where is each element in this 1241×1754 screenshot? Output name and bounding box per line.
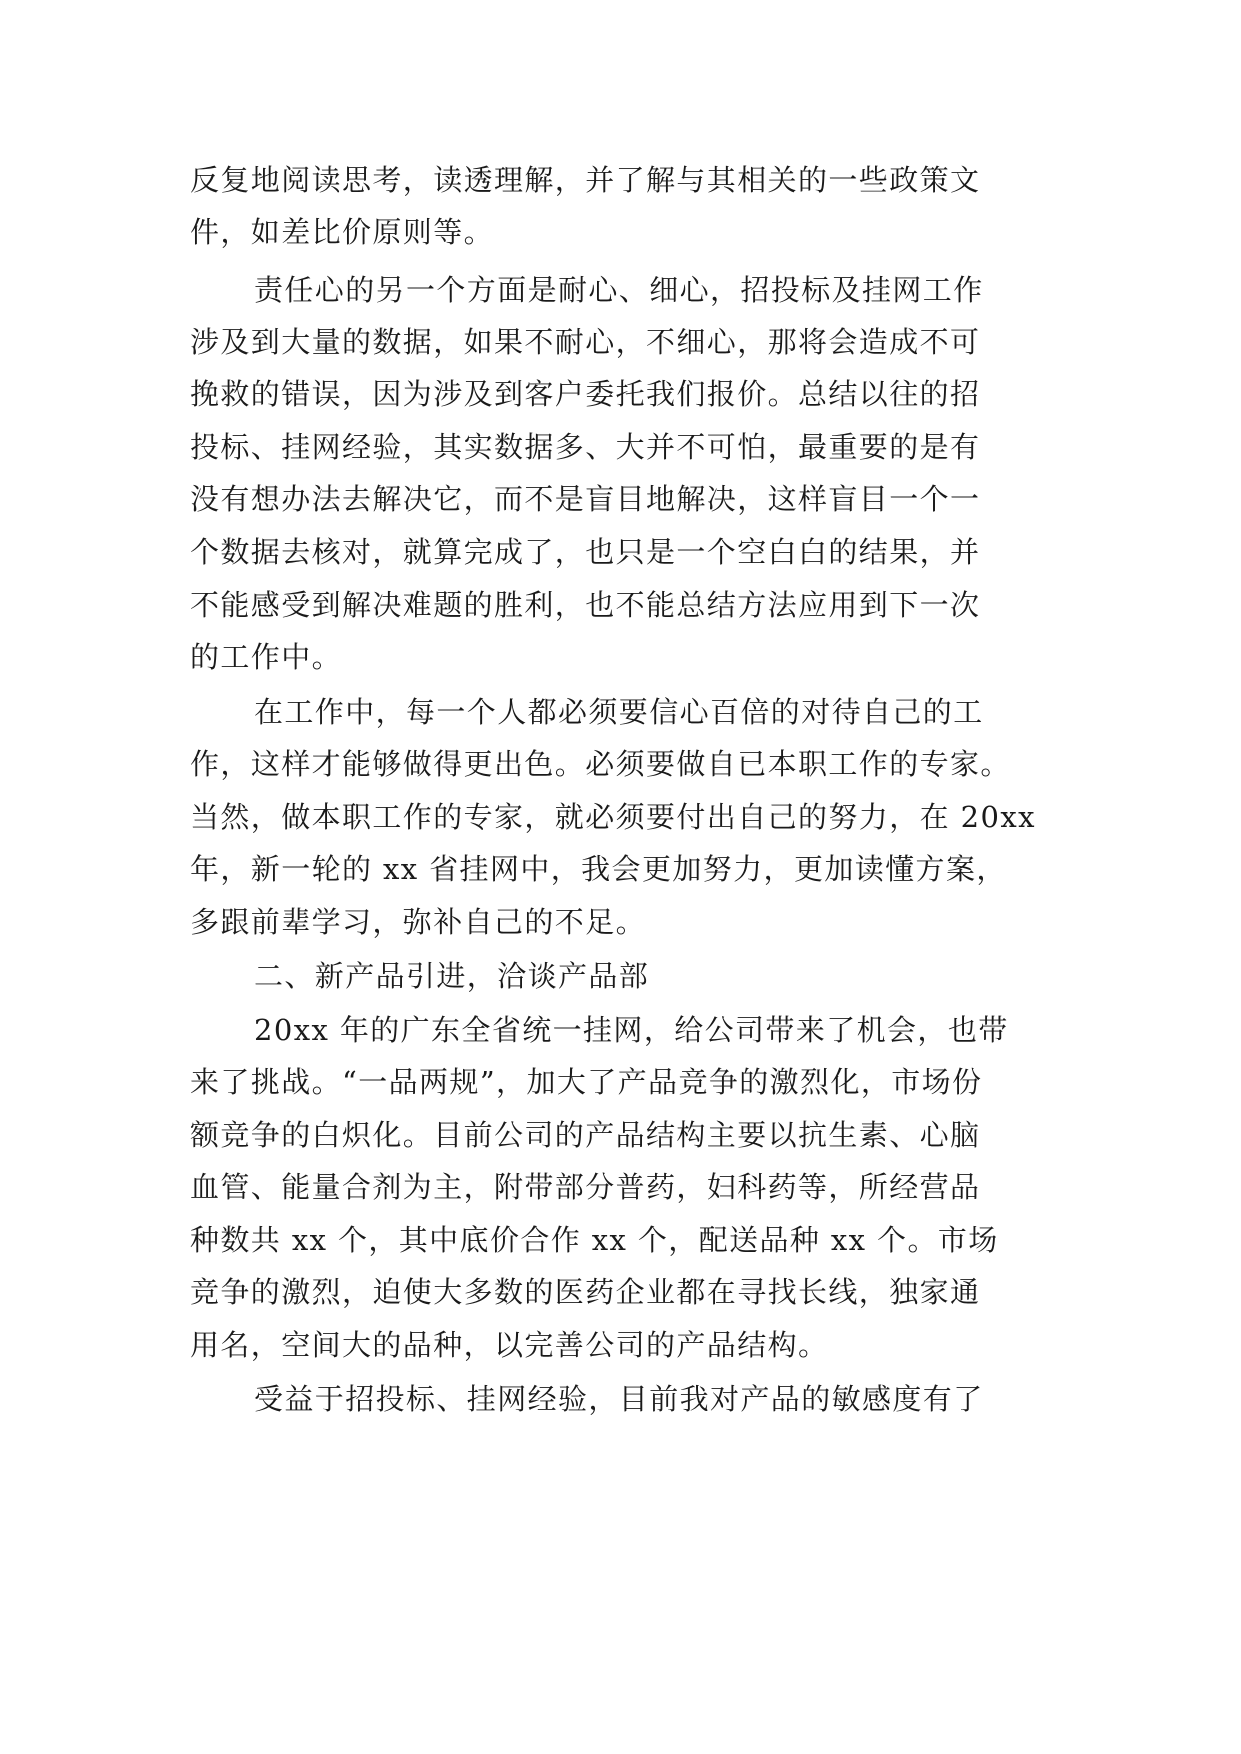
text-line: 种数共 xx 个，其中底价合作 xx 个，配送品种 xx 个。市场 [190,1223,999,1257]
text-line: 作，这样才能够做得更出色。必须要做自已本职工作的专家。 [190,747,1011,781]
text-line: 个数据去核对，就算完成了，也只是一个空白白的结果，并 [190,535,981,569]
paragraph-first-line: 在工作中，每一个人都必须要信心百倍的对待自己的工 [254,695,984,729]
text-line: 涉及到大量的数据，如果不耐心，不细心，那将会造成不可 [190,325,981,359]
text-line: 没有想办法去解决它，而不是盲目地解决，这样盲目一个一 [190,482,981,516]
paragraph-first-line: 20xx 年的广东全省统一挂网，给公司带来了机会，也带 [254,1013,1009,1047]
text-line: 的工作中。 [190,640,343,674]
text-line: 反复地阅读思考，读透理解，并了解与其相关的一些政策文 [190,163,981,197]
text-line: 投标、挂网经验，其实数据多、大并不可怕，最重要的是有 [190,430,981,464]
text-line: 年，新一轮的 xx 省挂网中，我会更加努力，更加读懂方案， [190,852,1007,886]
text-line: 额竞争的白炽化。目前公司的产品结构主要以抗生素、心脑 [190,1118,981,1152]
text-line: 竞争的激烈，迫使大多数的医药企业都在寻找长线，独家通 [190,1275,981,1309]
paragraph-first-line: 受益于招投标、挂网经验，目前我对产品的敏感度有了 [254,1382,984,1416]
text-line: 挽救的错误，因为涉及到客户委托我们报价。总结以往的招 [190,377,981,411]
section-heading: 二、新产品引进，洽谈产品部 [254,959,650,993]
paragraph-first-line: 责任心的另一个方面是耐心、细心，招投标及挂网工作 [254,273,984,307]
text-line: 不能感受到解决难题的胜利，也不能总结方法应用到下一次 [190,588,981,622]
text-line: 件，如差比价原则等。 [190,215,495,249]
text-line: 用名，空间大的品种，以完善公司的产品结构。 [190,1328,829,1362]
text-line: 血管、能量合剂为主，附带部分普药，妇科药等，所经营品 [190,1170,981,1204]
text-line: 多跟前辈学习，弥补自己的不足。 [190,905,647,939]
text-line: 来了挑战。“一品两规”，加大了产品竞争的激烈化，市场份 [190,1065,983,1099]
text-line: 当然，做本职工作的专家，就必须要付出自己的努力，在 20xx [190,800,1036,834]
